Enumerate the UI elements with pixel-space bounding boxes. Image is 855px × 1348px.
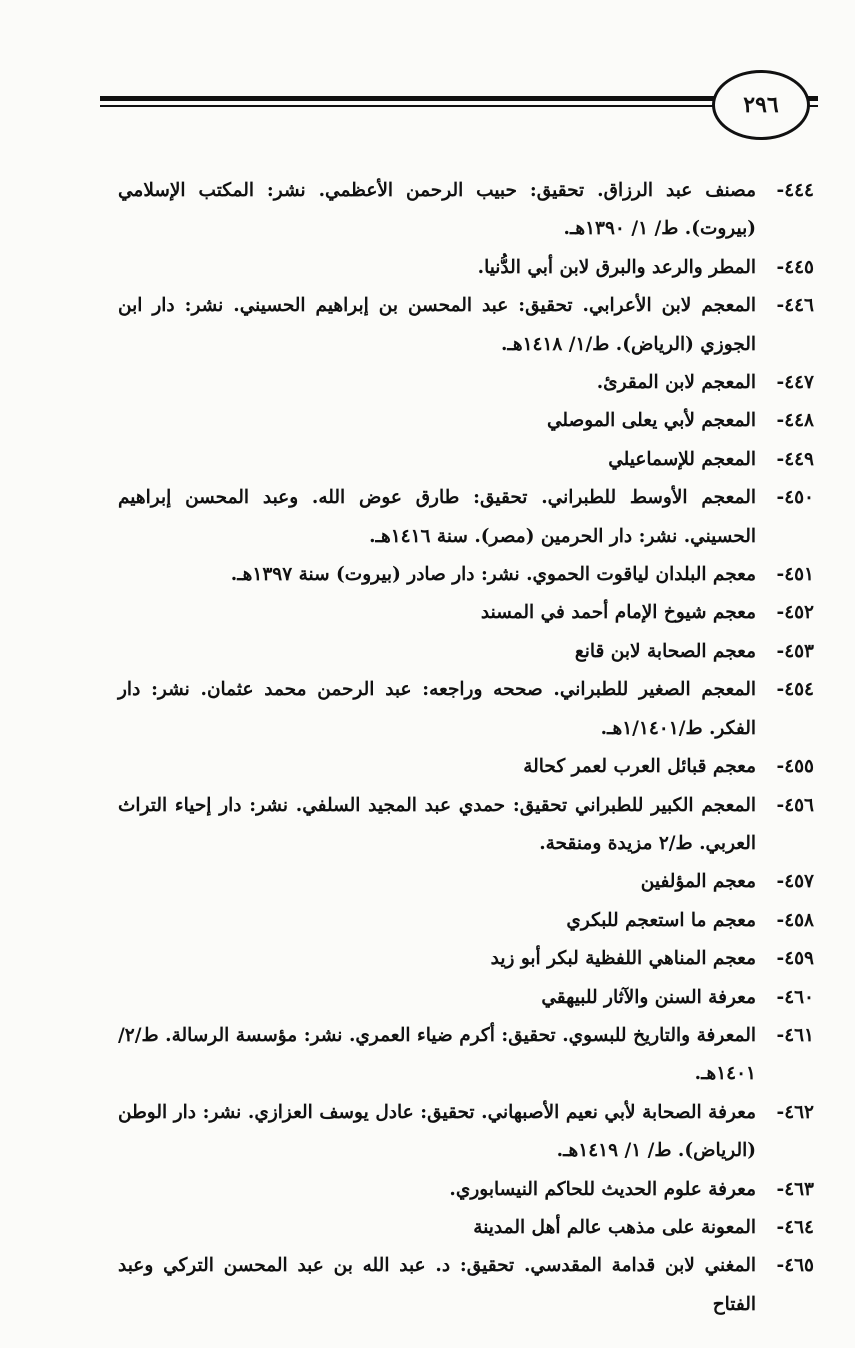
entry-text: معجم المؤلفين <box>640 871 756 893</box>
list-item <box>118 441 814 479</box>
entry-number: ٤٥٩- <box>776 948 814 970</box>
list-item <box>118 940 814 978</box>
entry-number: ٤٥١- <box>776 564 814 586</box>
list-item <box>118 402 814 440</box>
entry-number: ٤٥٢- <box>776 602 814 624</box>
entry-text: معجم المناهي اللفظية لبكر أبو زيد <box>490 948 756 970</box>
entry-number: ٤٦٤- <box>776 1216 814 1238</box>
entry-text: المعجم لابن المقرئ. <box>596 372 756 394</box>
header-rule-thick <box>100 96 818 101</box>
entry-text: معرفة علوم الحديث للحاكم النيسابوري. <box>449 1178 756 1200</box>
entry-number: ٤٦٠- <box>776 986 814 1008</box>
entry-number: ٤٥٥- <box>776 756 814 778</box>
entry-text: المعجم الكبير للطبراني تحقيق: حمدي عبد المجيد السلفي. نشر: دار إحياء التراث العربي. ط/٢ مزيدة ومنقحة. <box>118 794 756 854</box>
entry-text: المعجم لأبي يعلى الموصلي <box>547 410 756 432</box>
list-item <box>118 1171 814 1209</box>
list-item <box>118 748 814 786</box>
list-item <box>118 979 814 1017</box>
entry-text: المعجم الصغير للطبراني. صححه وراجعه: عبد الرحمن محمد عثمان. نشر: دار الفكر. ط/١/١٤٠١هـ. <box>118 679 756 739</box>
entry-text: معرفة السنن والآثار للبيهقي <box>541 986 756 1008</box>
entry-text: المعجم للإسماعيلي <box>608 448 756 470</box>
entry-text: معجم ما استعجم للبكري <box>566 909 756 931</box>
entry-number: ٤٥٦- <box>776 794 814 816</box>
list-item <box>118 902 814 940</box>
entry-number: ٤٥٣- <box>776 640 814 662</box>
list-item <box>118 1094 814 1171</box>
entry-number: ٤٥٠- <box>776 487 814 509</box>
list-item <box>118 1017 814 1094</box>
entry-number: ٤٥٤- <box>776 679 814 701</box>
list-item <box>118 671 814 748</box>
entry-text: المغني لابن قدامة المقدسي. تحقيق: د. عبد الله بن عبد المحسن التركي وعبد الفتاح <box>118 1255 756 1315</box>
entry-number: ٤٤٥- <box>776 256 814 278</box>
entry-text: المعجم الأوسط للطبراني. تحقيق: طارق عوض الله. وعبد المحسن إبراهيم الحسيني. نشر: دار الحرمين (مصر). سنة ١٤١٦هـ. <box>118 487 756 547</box>
list-item <box>118 1209 814 1247</box>
entry-number: ٤٦١- <box>776 1024 814 1046</box>
entry-number: ٤٦٢- <box>776 1101 814 1123</box>
entry-number: ٤٤٤- <box>776 180 814 201</box>
entry-text: المعونة على مذهب عالم أهل المدينة <box>473 1216 756 1238</box>
entry-text: المطر والرعد والبرق لابن أبي الدُّنيا. <box>477 256 756 278</box>
entry-number: ٤٥٧- <box>776 871 814 893</box>
entry-number: ٤٦٥- <box>776 1255 814 1277</box>
list-item <box>118 633 814 671</box>
entry-number: ٤٤٦- <box>776 295 814 317</box>
list-item <box>118 287 814 364</box>
entry-number: ٤٦٣- <box>776 1178 814 1200</box>
entry-text: مصنف عبد الرزاق. تحقيق: حبيب الرحمن الأعظمي. نشر: المكتب الإسلامي (بيروت). ط/ ١/ ١٣٩٠هـ. <box>118 180 756 240</box>
list-item <box>118 594 814 632</box>
list-item <box>118 787 814 864</box>
entry-number: ٤٥٨- <box>776 909 814 931</box>
page-header <box>100 68 818 140</box>
entry-number: ٤٤٨- <box>776 410 814 432</box>
entry-number: ٤٤٧- <box>776 372 814 394</box>
bibliography-list <box>118 172 814 1324</box>
list-item <box>118 172 814 249</box>
entry-text: معجم شيوخ الإمام أحمد في المسند <box>480 602 756 624</box>
entry-text: المعرفة والتاريخ للبسوي. تحقيق: أكرم ضياء العمري. نشر: مؤسسة الرسالة. ط/٢/ ١٤٠١هـ. <box>118 1024 756 1085</box>
header-rule-thin <box>100 105 818 107</box>
list-item <box>118 556 814 594</box>
entry-text: معجم البلدان لياقوت الحموي. نشر: دار صادر (بيروت) سنة ١٣٩٧هـ. <box>230 564 756 586</box>
list-item <box>118 249 814 287</box>
list-item <box>118 863 814 901</box>
list-item <box>118 364 814 402</box>
list-item <box>118 1247 814 1324</box>
entry-number: ٤٤٩- <box>776 448 814 470</box>
entry-text: معجم الصحابة لابن قانع <box>574 640 756 662</box>
entry-text: معجم قبائل العرب لعمر كحالة <box>523 756 756 778</box>
list-item <box>118 479 814 556</box>
page-number: ٢٩٦ <box>712 70 810 140</box>
entry-text: معرفة الصحابة لأبي نعيم الأصبهاني. تحقيق: عادل يوسف العزازي. نشر: دار الوطن (الرياض). ط/ ١/ ١٤١٩هـ. <box>118 1101 756 1162</box>
entry-text: المعجم لابن الأعرابي. تحقيق: عبد المحسن بن إبراهيم الحسيني. نشر: دار ابن الجوزي (الرياض). ط/١/ ١٤١٨هـ. <box>118 295 756 355</box>
